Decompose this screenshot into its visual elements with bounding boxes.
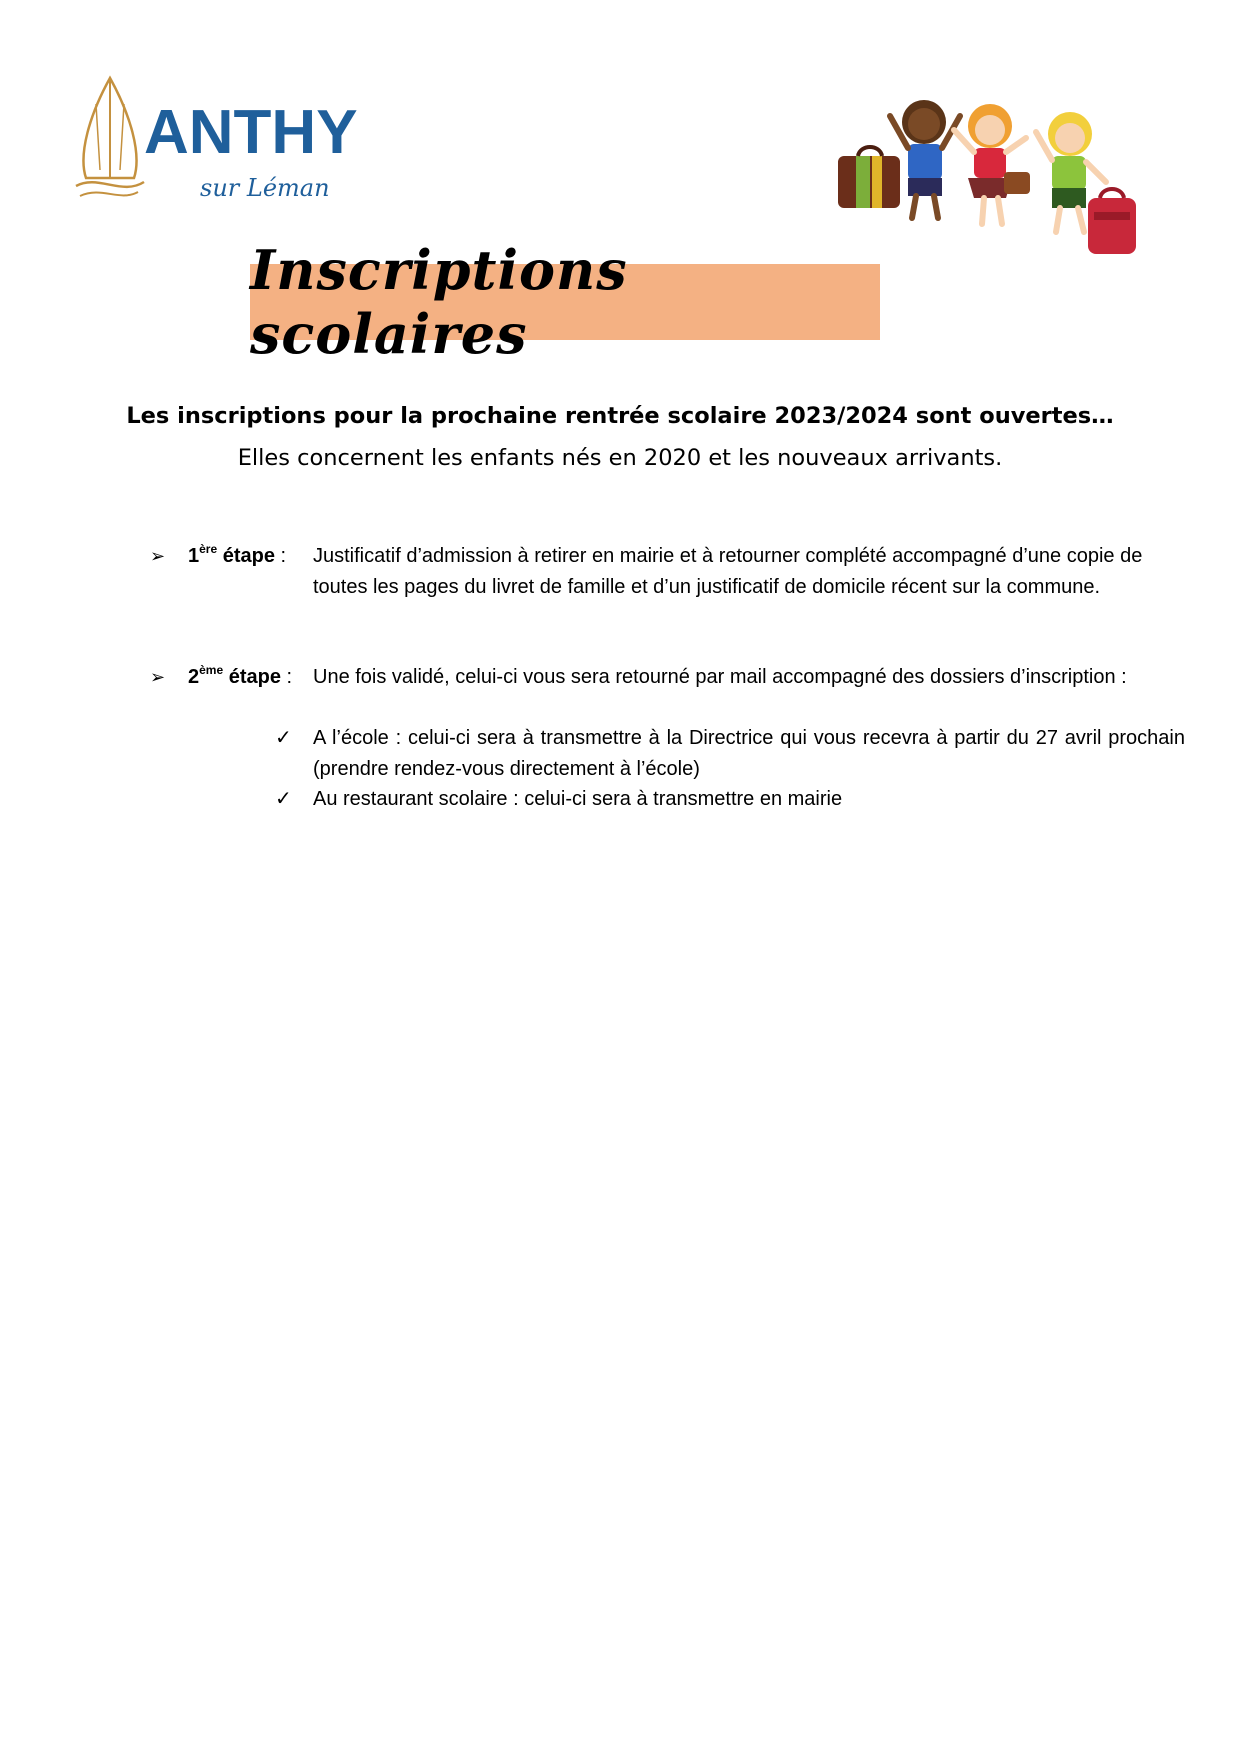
intro-announcement: Les inscriptions pour la prochaine rentrée scolaire 2023/2024 sont ouvertes… xyxy=(126,403,1114,429)
anthy-logo xyxy=(72,74,364,208)
list-item-text: A l’école : celui-ci sera à transmettre à la Directrice qui vous recevra à partir du 27 avril prochain (prendre rendez-vous directement à l’école) xyxy=(313,727,1185,780)
page-title: Inscriptions scolaires xyxy=(250,238,628,366)
step-2-text: Une fois validé, celui-ci vous sera retourné par mail accompagné des dossiers d’inscription : xyxy=(313,666,1127,688)
check-mark-icon: ✓ xyxy=(275,788,292,810)
kids-illustration xyxy=(838,86,1138,268)
logo-name: ANTHY xyxy=(144,98,358,167)
step-1-text: Justificatif d’admission à retirer en mairie et à retourner complété accompagné d’une copie de toutes les pages du livret de famille et d’un justificatif de domicile récent sur la commune. xyxy=(313,545,1143,598)
step-1-label: 1ère étape : xyxy=(188,542,287,567)
arrowhead-bullet-icon: ➢ xyxy=(150,667,166,687)
step-2-label: 2ème étape : xyxy=(188,663,293,688)
check-mark-icon: ✓ xyxy=(275,727,292,749)
list-item-text: Au restaurant scolaire : celui-ci sera à transmettre en mairie xyxy=(313,788,843,810)
title-banner xyxy=(250,238,880,366)
intro-detail: Elles concernent les enfants nés en 2020 et les nouveaux arrivants. xyxy=(237,445,1003,471)
arrowhead-bullet-icon: ➢ xyxy=(150,546,166,566)
logo-subtitle: sur Léman xyxy=(200,174,330,202)
